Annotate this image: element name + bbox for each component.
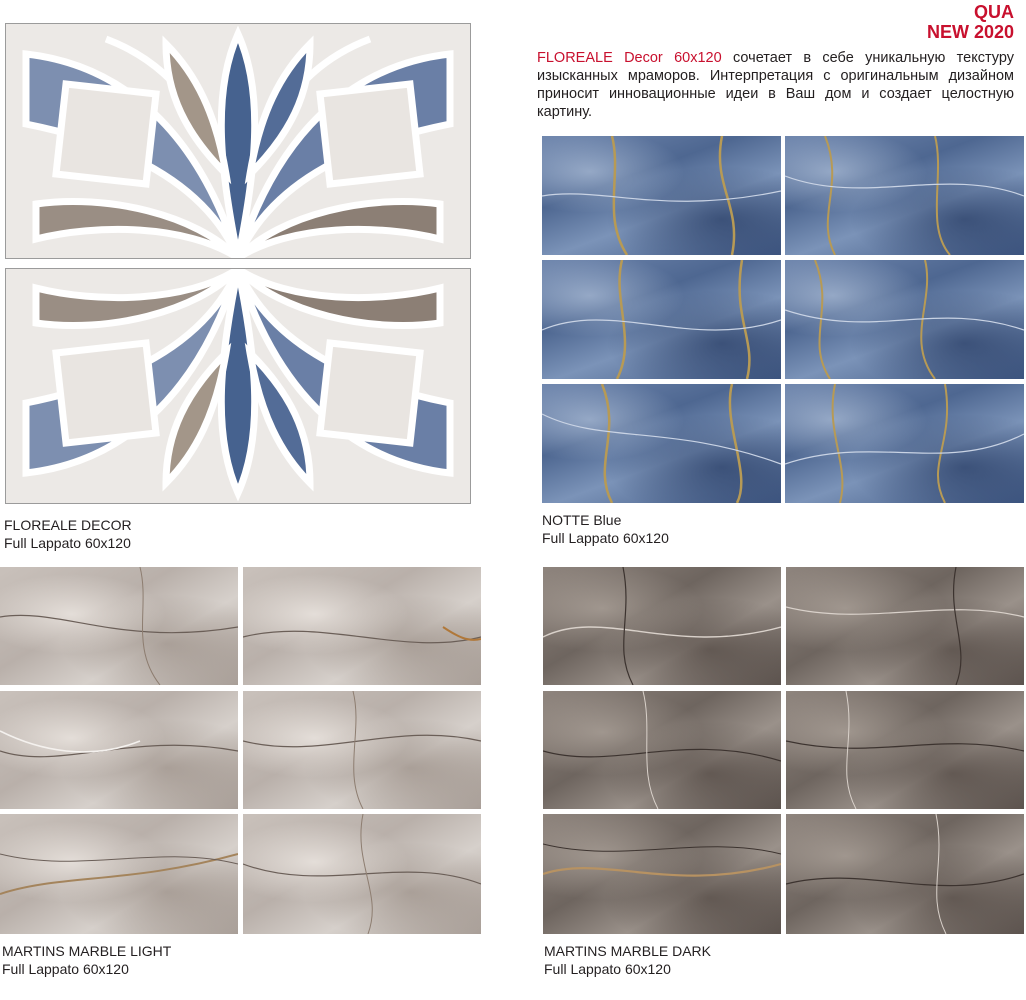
notte-blue-tile: [785, 136, 1024, 255]
martins-dark-tile: [786, 567, 1024, 685]
description-highlight: FLOREALE Decor 60x120: [537, 50, 722, 66]
notte-blue-tile: [542, 260, 781, 379]
product-spec: Full Lappato 60x120: [2, 961, 129, 977]
product-spec: Full Lappato 60x120: [542, 530, 669, 546]
product-name: FLOREALE DECOR: [4, 517, 132, 533]
floreale-pattern-bottom: [6, 269, 470, 503]
product-name: MARTINS MARBLE DARK: [544, 943, 711, 959]
floreale-decor-tile-top: [5, 23, 471, 259]
martins-dark-tile: [543, 567, 781, 685]
martins-dark-tile: [543, 691, 781, 809]
martins-light-tile: [243, 814, 481, 934]
notte-blue-tile: [785, 260, 1024, 379]
description-text: сочетает в себе уникальную текстуру изысканных мраморов. Интерпретация с оригинальным дизайном приносит инновационные идеи в Ваш дом и создает целостную картину.: [537, 50, 1014, 120]
caption-martins-light: [2, 942, 171, 978]
martins-dark-tile: [786, 691, 1024, 809]
brand-header: [927, 2, 1014, 42]
floreale-pattern-top: [6, 24, 470, 258]
martins-light-tile: [0, 814, 238, 934]
notte-blue-tile: [542, 136, 781, 255]
notte-blue-tile: [785, 384, 1024, 503]
brand-name: QUA: [974, 2, 1014, 22]
martins-dark-tile: [543, 814, 781, 934]
caption-martins-dark: [544, 942, 711, 978]
martins-light-tile: [243, 691, 481, 809]
caption-floreale-decor: [4, 516, 132, 552]
product-spec: Full Lappato 60x120: [544, 961, 671, 977]
martins-light-tile: [0, 567, 238, 685]
martins-light-tile: [243, 567, 481, 685]
product-spec: Full Lappato 60x120: [4, 535, 131, 551]
product-name: MARTINS MARBLE LIGHT: [2, 943, 172, 959]
floreale-decor-tile-bottom: [5, 268, 471, 504]
collection-description: [537, 49, 1014, 121]
martins-dark-tile: [786, 814, 1024, 934]
notte-blue-tile: [542, 384, 781, 503]
product-name: NOTTE Blue: [542, 512, 622, 528]
collection-year: NEW 2020: [926, 22, 1014, 42]
martins-light-tile: [0, 691, 238, 809]
caption-notte-blue: [542, 511, 669, 547]
